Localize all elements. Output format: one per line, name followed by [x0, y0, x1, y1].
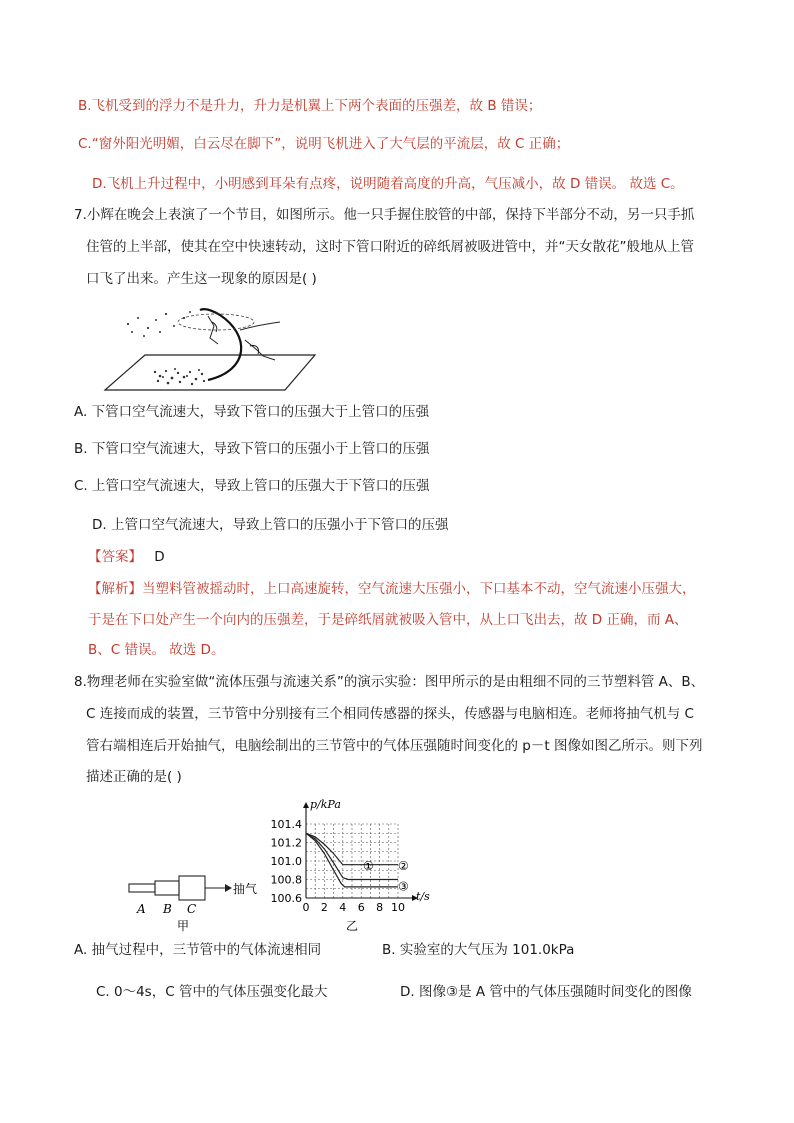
question-7-option-a: A. 下管口空气流速大，导致下管口的压强大于上管口的压强 [74, 404, 430, 420]
label-a: A [137, 902, 146, 916]
question-8-line-1: 8.物理老师在实验室做“流体压强与流速关系”的演示实验：图甲所示的是由粗细不同的三节塑料管 A、B、 [74, 674, 705, 690]
x-tick-label: 2 [320, 901, 328, 914]
tube-a [129, 884, 155, 892]
question-7-option-b: B. 下管口空气流速大，导致下管口的压强小于上管口的压强 [74, 441, 430, 457]
x-axis-label: t/s [416, 890, 430, 903]
option-c-explanation: C.“窗外阳光明媚，白云尽在脚下”，说明飞机进入了大气层的平流层，故 C 正确； [78, 136, 570, 152]
y-tick-label: 100.6 [270, 892, 302, 905]
explanation-tag: 【解析】 [88, 581, 142, 597]
pump-arrow-head [225, 884, 232, 892]
question-7-option-d: D. 上管口空气流速大，导致上管口的压强小于下管口的压强 [92, 517, 449, 533]
question-8-option-a: A. 抽气过程中，三节管中的气体流速相同 [74, 942, 322, 958]
pump-label: 抽气 [233, 882, 258, 896]
explanation-line-3: B、C 错误。 故选 D。 [88, 642, 225, 658]
x-tick-label: 0 [302, 901, 310, 914]
question-7-line-3: 口飞了出来。产生这一现象的原因是( ) [86, 271, 317, 287]
question-8-option-d: D. 图像③是 A 管中的气体压强随时间变化的图像 [400, 984, 692, 1000]
option-d-explanation: D.飞机上升过程中，小明感到耳朵有点疼，说明随着高度的升高，气压减小，故 D 错误。 故选 C。 [92, 176, 684, 192]
rubber-tube [200, 309, 241, 380]
question-7-line-1: 7.小辉在晚会上表演了一个节目，如图所示。他一只手握住胶管的中部，保持下半部分不动，另一只手抓 [74, 207, 695, 223]
option-b-explanation: B.飞机受到的浮力不是升力，升力是机翼上下两个表面的压强差，故 B 错误； [78, 98, 542, 114]
y-tick-labels [271, 818, 303, 905]
question-8-option-b: B. 实验室的大气压为 101.0kPa [382, 942, 575, 958]
y-tick-label: 101.2 [270, 836, 302, 850]
x-tick-label: 4 [339, 901, 347, 914]
hands [208, 316, 280, 360]
tube-b [155, 881, 179, 895]
y-tick-label: 101.4 [270, 818, 302, 831]
paper-scraps [154, 368, 205, 385]
answer-tag: 【答案】 [88, 549, 142, 565]
figure-yi-caption: 乙 [346, 919, 359, 933]
rotation-path [178, 314, 254, 330]
label-c: C [187, 902, 197, 916]
flying-scraps [127, 311, 191, 337]
pressure-time-chart [268, 790, 428, 940]
y-axis-label: p/kPa [310, 798, 341, 811]
question-8-line-3: 管右端相连后开始抽气，电脑绘制出的三节管中的气体压强随时间变化的 p－t 图像如图乙所示。则下列 [86, 738, 703, 754]
answer-value: D [154, 549, 165, 565]
chart-series [306, 833, 409, 893]
y-tick-label: 101.0 [270, 855, 302, 868]
series-label-2: ② [398, 858, 409, 873]
question-8-option-c: C. 0～4s，C 管中的气体压强变化最大 [96, 984, 328, 1000]
x-tick-label: 8 [376, 901, 384, 914]
tube-c [179, 876, 205, 900]
explanation-line-2: 于是在下口处产生一个向内的压强差，于是碎纸屑就被吸入管中，从上口飞出去，故 D 正确，而 A、 [88, 612, 688, 628]
x-tick-labels [303, 901, 406, 914]
series-label-1: ① [363, 858, 374, 873]
paper-sheet [105, 355, 315, 390]
answer-line [88, 548, 165, 566]
y-axis-arrow [303, 802, 309, 808]
x-tick-label: 10 [391, 901, 405, 914]
label-b: B [163, 902, 172, 916]
tube-experiment-figure [100, 300, 325, 395]
question-8-line-2: C 连接而成的装置，三节管中分别接有三个相同传感器的探头，传感器与电脑相连。老师将抽气机与 C [86, 706, 694, 722]
explanation-line-1 [88, 580, 696, 598]
x-tick-label: 6 [357, 901, 365, 914]
question-8-line-4: 描述正确的是( ) [86, 769, 182, 785]
figure-jia-caption: 甲 [177, 919, 190, 933]
question-7-line-2: 住管的上半部，使其在空中快速转动，这时下管口附近的碎纸屑被吸进管中，并“天女散花”般地从上管 [86, 239, 694, 255]
question-7-option-c: C. 上管口空气流速大，导致上管口的压强大于下管口的压强 [74, 478, 430, 494]
series-label-3: ③ [398, 879, 409, 894]
y-tick-label: 100.8 [270, 873, 302, 887]
tube-apparatus-figure [125, 868, 275, 940]
explanation-text-1: 当塑料管被摇动时，上口高速旋转，空气流速大压强小，下口基本不动，空气流速小压强大， [142, 581, 696, 597]
